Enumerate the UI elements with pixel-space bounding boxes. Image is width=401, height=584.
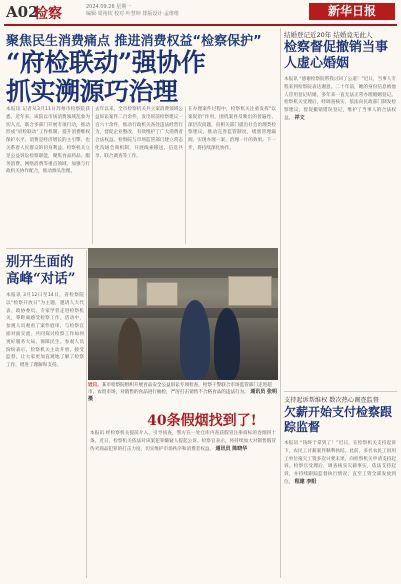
side-text: 本报讯 3月12日至14日，省检察院以“检察开放日”为主题，邀请人大代表、政协委员、专家学者走进检察机关，零距离感受检察工作。活动中，参观人员观看了案件庭审，与检察官面对面交流，共同探讨检察工作如何更好服务大局、保障民生。参观人员纷纷表示，检察机关主动开放、接受监督，让大家更加直观地了解了检察工作，增进了理解和支持。	[6, 293, 84, 369]
right-top-body: 本报讯 “感谢检察院帮我讨回了公道！”近日，当事人专程来到检察院表达谢意。二十年前，她的身份信息被他人冒用登记结婚，多年来一直无法正常办理婚姻登记。检察机关受理后，经调查核实，依法向民政部门制发检察建议，督促撤销错误登记，维护了当事人的合法权益。	[284, 77, 396, 121]
photo-caption	[88, 382, 278, 404]
section-title: 检察	[34, 6, 62, 22]
right-bottom-byline: 程建 李阳	[294, 478, 317, 485]
bottom-byline: 通讯员 陈晓华	[215, 445, 248, 452]
side-divider	[86, 250, 87, 578]
right-bottom-text	[284, 440, 396, 578]
lead-headline	[6, 48, 274, 106]
masthead-date: 2024.09.26 星期一	[86, 4, 132, 10]
column-divider	[185, 106, 186, 244]
photo-credit: 通讯员 张明 摄	[88, 389, 278, 403]
bottom-body: 本报讯 经检察机关提前介入、引导侦查，警方在一处仓库内查获假冒注册商标的卷烟四十条。近日，检察机关依法对该案犯罪嫌疑人提起公诉。检察官表示，将持续加大对制售假冒伪劣商品犯罪的打击力度，切实维护市场秩序和消费者权益。	[90, 431, 276, 452]
lead-kicker: 聚焦民生消费痛点 推进消费权益“检察保护”	[6, 34, 262, 49]
lead-column-2: 去年以来，全市检察机关共立案消费领域公益诉讼案件二百余件，发出诉前检察建议一百六十余件，推动行政机关查处违法经营行为，督促企业整改，有效维护了广大消费者合法权益。检察院与市场监管部门建立常态化沟通会商机制，开展线索移送、信息共享、联合调查等工作。	[95, 107, 183, 159]
bottom-text	[90, 430, 276, 578]
lead-headline-line1: “府检联动”强协作	[6, 48, 206, 77]
column-divider	[92, 106, 93, 244]
masthead-rule	[4, 24, 397, 26]
right-top-kicker: 结婚登记近20年 结婚竟无此人	[284, 31, 373, 39]
lead-column-1: 本报讯 记者从3月11日苏州市检察院获悉，近年来，该院以市场消费领域乱象为切入点，联合多部门开展专项行动，推动形成“府检联动”工作机制，提升消费维权保护水平。消费是经济增长的主引擎，也关系着人民群众的切身利益。检察机关立足公益诉讼检察职能，聚焦食品药品、服务消费、网络消费等重点领域，加强与行政机关协作配合，推动源头治理。	[6, 107, 90, 175]
newspaper-logo: 新华日报	[309, 3, 395, 20]
right-bottom-body: 本报讯 “钱终于拿到了！”近日，在检察机关支持起诉下，农民工讨薪案件顺利执结。此前，多名农民工因用工单位拖欠工资多次讨要未果，向检察机关申请支持起诉。检察官受理后，调查核实欠薪事实，依法支持起诉，并持续跟踪监督执行情况，直至工资全部发放到位。	[284, 441, 396, 485]
right-top-headline: 检察督促撤销当事人虚心婚姻	[284, 40, 389, 71]
caption-label: 近日，	[88, 383, 102, 388]
right-divider	[284, 391, 397, 392]
bottom-headline: 40条假烟找到了!	[147, 413, 257, 429]
page-number: A02	[6, 3, 39, 21]
right-bottom-kicker: 支持起诉帮维权 数次热心调查监督	[284, 397, 379, 404]
right-top-byline: 祥文	[294, 114, 305, 121]
masthead-editors: 编辑·周裕钦 校对·叶慧坤 排版设计·孟维维	[86, 11, 179, 17]
masthead-meta	[86, 4, 179, 18]
lead-headline-line2: 抓实溯源巧治理	[6, 77, 178, 106]
side-headline: 别开生面的高峰“对话”	[6, 254, 76, 287]
news-photo	[88, 248, 278, 380]
caption-text: 某市检察院组织开展食品安全公益诉讼专项检查，检察干警联合市场监管部门走进超市、农贸市场，对销售的食品进行抽检，严厉打击销售不合格食品的违法行为。	[88, 383, 272, 396]
right-column-divider	[280, 28, 281, 578]
right-top-text	[284, 76, 396, 376]
lead-column-3: 在办理案件过程中，检察机关注重发挥“以案促治”作用，围绕案件反映出的普遍性、深层次问题，向相关部门提出社会治理类检察建议，推动完善监管制度，堵塞管理漏洞，实现办理一案、治理一片的效果。下一步，将持续深化协作。	[188, 107, 276, 151]
right-bottom-headline: 欠薪开始支付检察跟踪监督	[284, 405, 393, 434]
